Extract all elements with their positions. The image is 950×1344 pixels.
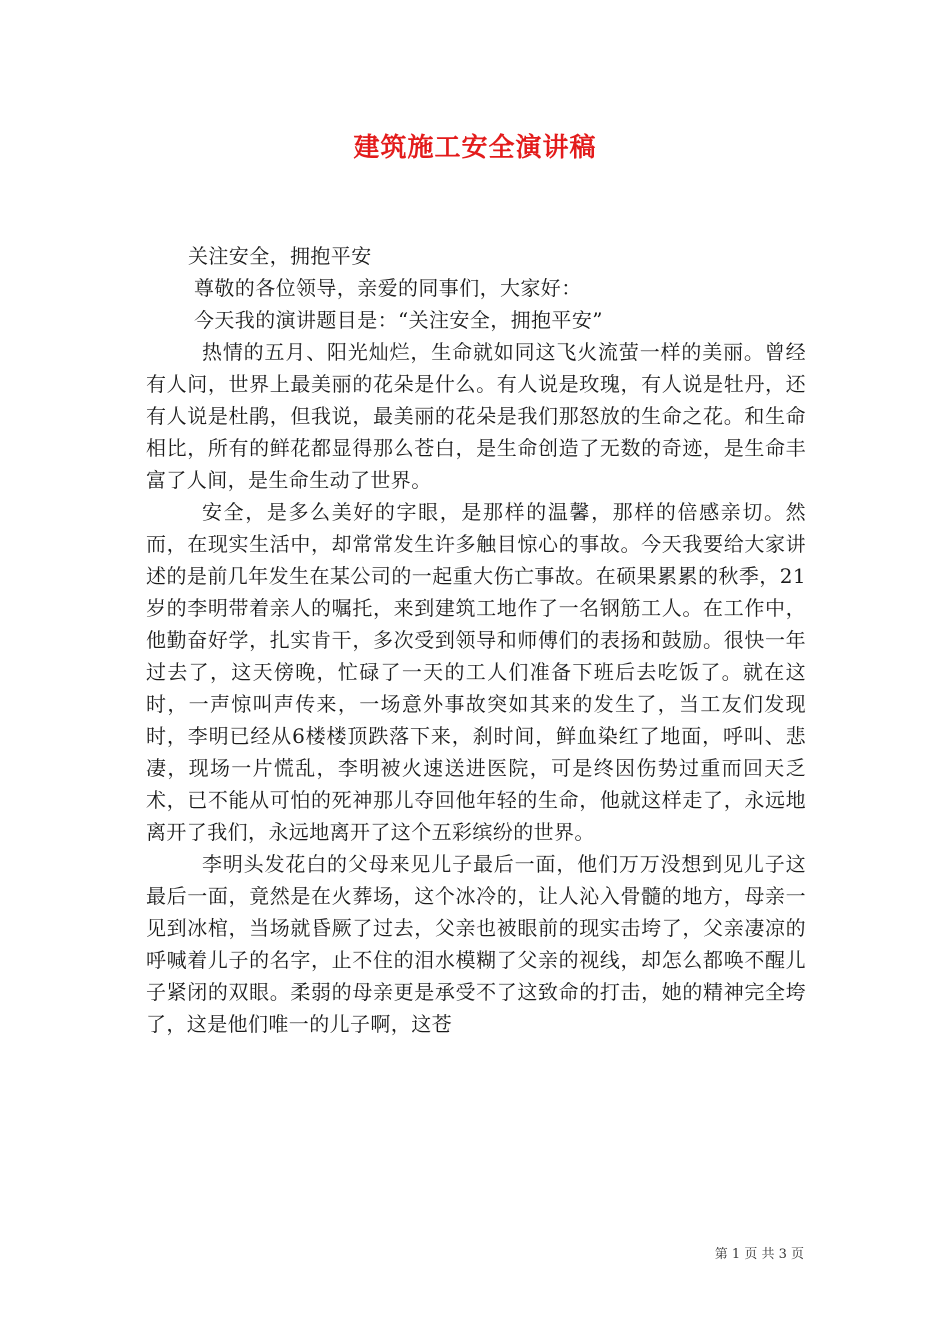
paragraph-topic: 今天我的演讲题目是：“关注安全，拥抱平安”	[194, 308, 603, 332]
paragraph-body-1: 热情的五月、阳光灿烂，生命就如同这飞火流萤一样的美丽。曾经有人问，世界上最美丽的花朵是什么。有人说是玫瑰，有人说是牡丹，还有人说是杜鹃，但我说，最美丽的花朵是我们那怒放的生命之花。和生命相比，所有的鲜花都显得那么苍白，是生命创造了无数的奇迹，是生命丰富了人间，是生命生动了世界。	[146, 340, 806, 492]
document-title: 建筑施工安全演讲稿	[353, 133, 597, 163]
paragraph-heading: 关注安全，拥抱平安	[188, 244, 372, 268]
paragraph-body-3: 李明头发花白的父母来见儿子最后一面，他们万万没想到见儿子这最后一面，竟然是在火葬场，这个冰冷的，让人沁入骨髓的地方，母亲一见到冰棺，当场就昏厥了过去，父亲也被眼前的现实击垮了，父亲凄凉的呼喊着儿子的名字，止不住的泪水模糊了父亲的视线，却怎么都唤不醒儿子紧闭的双眼。柔弱的母亲更是承受不了这致命的打击，她的精神完全垮了，这是他们唯一的儿子啊，这苍	[146, 852, 806, 1036]
paragraph-body-2: 安全，是多么美好的字眼，是那样的温馨，那样的倍感亲切。然而，在现实生活中，却常常发生许多触目惊心的事故。今天我要给大家讲述的是前几年发生在某公司的一起重大伤亡事故。在硕果累累的秋季，21岁的李明带着亲人的嘱托，来到建筑工地作了一名钢筋工人。在工作中，他勤奋好学，扎实肯干，多次受到领导和师傅们的表扬和鼓励。很快一年过去了，这天傍晚，忙碌了一天的工人们准备下班后去吃饭了。就在这时，一声惊叫声传来，一场意外事故突如其来的发生了，当工友们发现时，李明已经从6楼楼顶跌落下来，刹时间，鲜血染红了地面，呼叫、悲凄，现场一片慌乱，李明被火速送进医院，可是终因伤势过重而回天乏术，已不能从可怕的死神那儿夺回他年轻的生命，他就这样走了，永远地离开了我们，永远地离开了这个五彩缤纷的世界。	[146, 500, 806, 844]
document-body	[146, 240, 806, 1040]
page-number-footer: 第 1 页 共 3 页	[714, 1247, 804, 1262]
paragraph-greeting: 尊敬的各位领导，亲爱的同事们，大家好：	[194, 276, 582, 300]
